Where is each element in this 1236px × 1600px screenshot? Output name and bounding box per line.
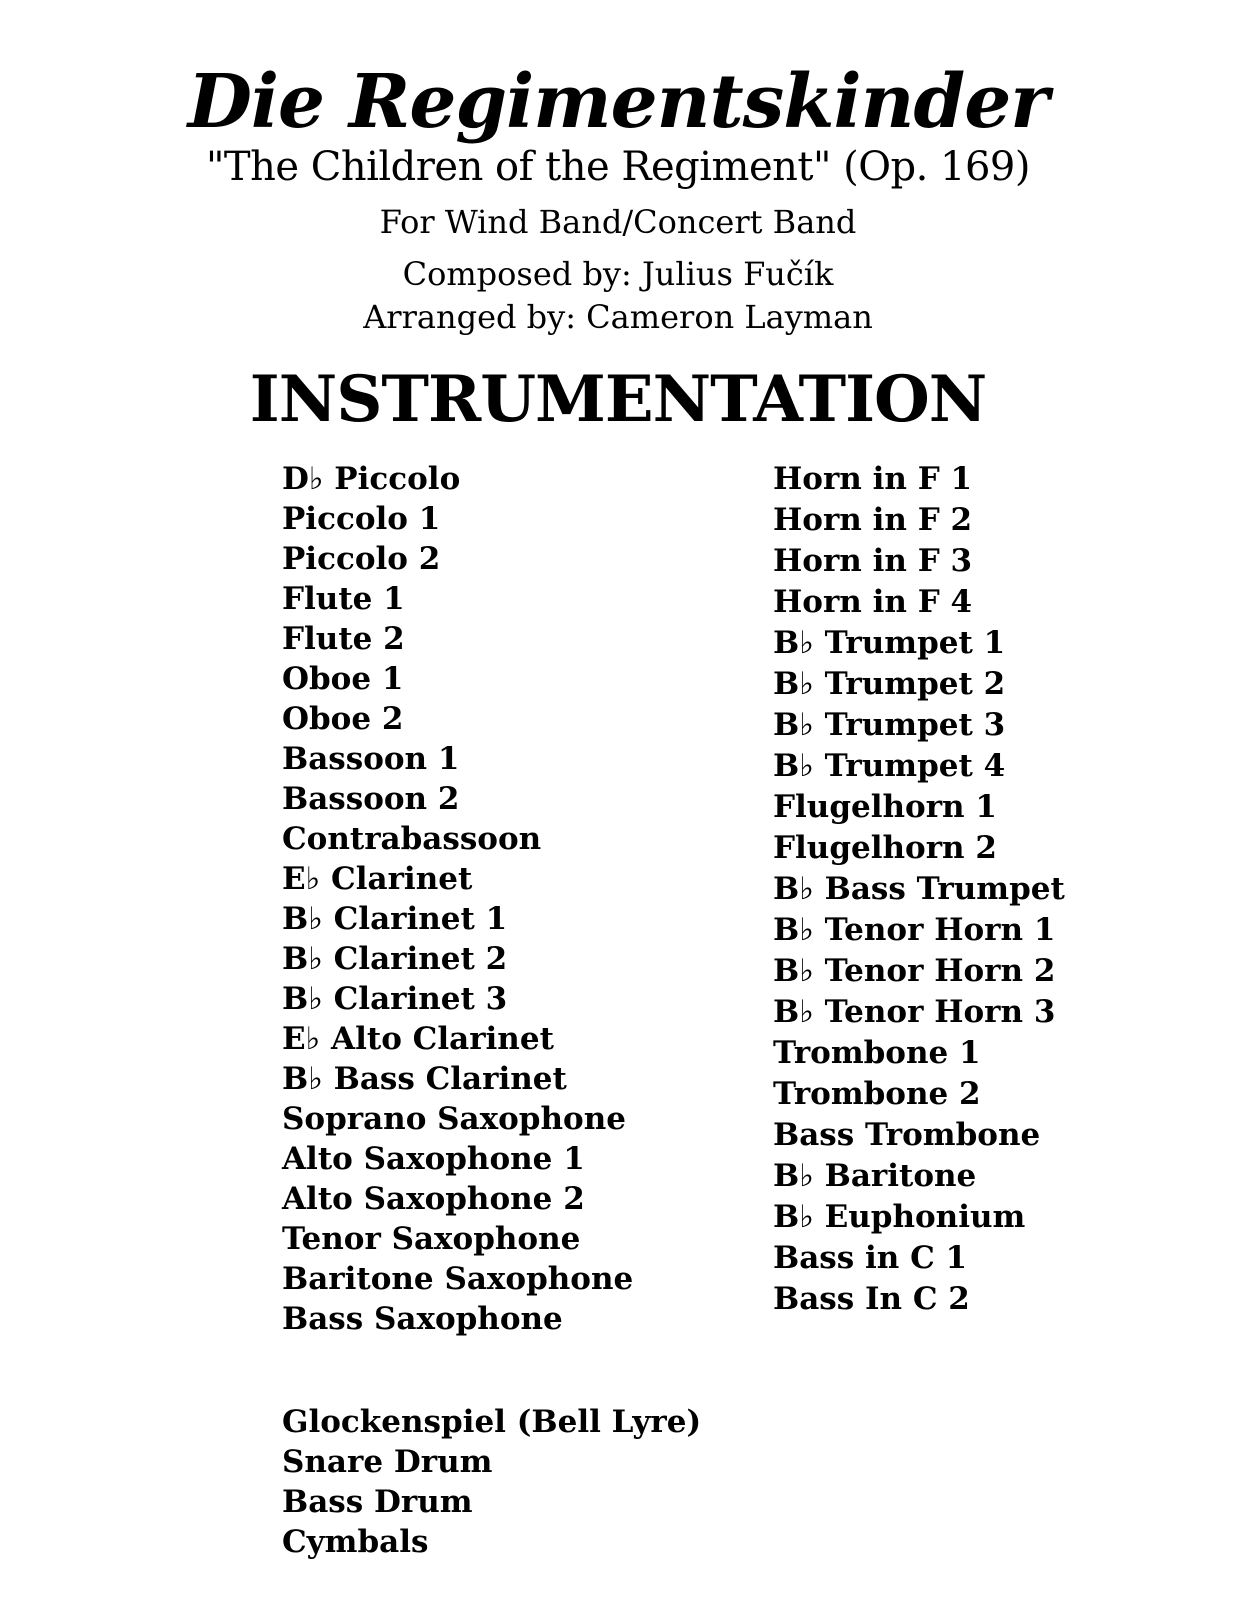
instrument-item: Baritone Saxophone	[282, 1261, 634, 1297]
instrument-item: B♭ Trumpet 3	[773, 707, 1006, 743]
instrument-item: Horn in F 1	[773, 461, 973, 497]
instrument-item: B♭ Euphonium	[773, 1199, 1026, 1235]
instrument-item: Snare Drum	[282, 1444, 493, 1480]
instrument-item: Tenor Saxophone	[282, 1221, 581, 1257]
instrument-item: Bassoon 2	[282, 781, 460, 817]
instrument-item: Piccolo 1	[282, 501, 441, 537]
instrument-item: B♭ Bass Trumpet	[773, 871, 1065, 907]
instrument-item: Flugelhorn 1	[773, 789, 997, 825]
instrument-column-left	[282, 459, 701, 1562]
instrument-item: Horn in F 2	[773, 502, 973, 538]
instrument-item: B♭ Clarinet 2	[282, 941, 508, 977]
instrument-item: B♭ Clarinet 1	[282, 901, 508, 937]
instrument-item: Bass Trombone	[773, 1117, 1041, 1153]
instrument-item: B♭ Baritone	[773, 1158, 977, 1194]
page-subtitle: "The Children of the Regiment" (Op. 169)	[205, 144, 1030, 190]
instrument-list-brass	[773, 459, 1065, 1320]
page-title: Die Regimentskinder	[187, 59, 1049, 145]
instrument-item: Oboe 1	[282, 661, 404, 697]
instrument-item: Trombone 2	[773, 1076, 981, 1112]
instrument-item: Oboe 2	[282, 701, 404, 737]
instrument-item: Bassoon 1	[282, 741, 460, 777]
instrument-item: B♭ Tenor Horn 2	[773, 953, 1056, 989]
instrument-item: Cymbals	[282, 1524, 429, 1560]
instrument-item: B♭ Bass Clarinet	[282, 1061, 567, 1097]
instrument-item: Bass Drum	[282, 1484, 473, 1520]
instrument-item: Trombone 1	[773, 1035, 981, 1071]
instrument-item: Soprano Saxophone	[282, 1101, 626, 1137]
instrument-item: Glockenspiel (Bell Lyre)	[282, 1404, 702, 1440]
instrument-list-winds	[282, 459, 701, 1339]
instrument-item: Piccolo 2	[282, 541, 441, 577]
instrument-item: Alto Saxophone 1	[282, 1141, 585, 1177]
instrument-item: Flugelhorn 2	[773, 830, 997, 866]
instrument-item: B♭ Tenor Horn 1	[773, 912, 1056, 948]
instrument-item: D♭ Piccolo	[282, 461, 461, 497]
instrumentation-heading: INSTRUMENTATION	[249, 362, 987, 437]
instrument-item: Bass In C 2	[773, 1281, 970, 1317]
instrument-item: Alto Saxophone 2	[282, 1181, 585, 1217]
ensemble-line: For Wind Band/Concert Band	[379, 203, 857, 241]
instrument-item: Contrabassoon	[282, 821, 542, 857]
instrument-list-percussion	[282, 1402, 701, 1562]
instrument-item: Bass in C 1	[773, 1240, 968, 1276]
instrument-item: Flute 2	[282, 621, 405, 657]
instrument-item: B♭ Clarinet 3	[282, 981, 508, 1017]
instrument-item: B♭ Trumpet 4	[773, 748, 1006, 784]
instrument-item: B♭ Trumpet 1	[773, 625, 1006, 661]
instrument-item: E♭ Clarinet	[282, 861, 473, 897]
instrument-item: B♭ Trumpet 2	[773, 666, 1006, 702]
instrument-item: Horn in F 3	[773, 543, 973, 579]
instrument-column-right	[773, 459, 1065, 1320]
instrument-item: Horn in F 4	[773, 584, 973, 620]
instrument-item: Flute 1	[282, 581, 405, 617]
composer-line: Composed by: Julius Fučík	[402, 255, 834, 293]
instrument-item: Bass Saxophone	[282, 1301, 563, 1337]
instrument-item: B♭ Tenor Horn 3	[773, 994, 1056, 1030]
instrument-item: E♭ Alto Clarinet	[282, 1021, 554, 1057]
arranger-line: Arranged by: Cameron Layman	[363, 298, 873, 336]
